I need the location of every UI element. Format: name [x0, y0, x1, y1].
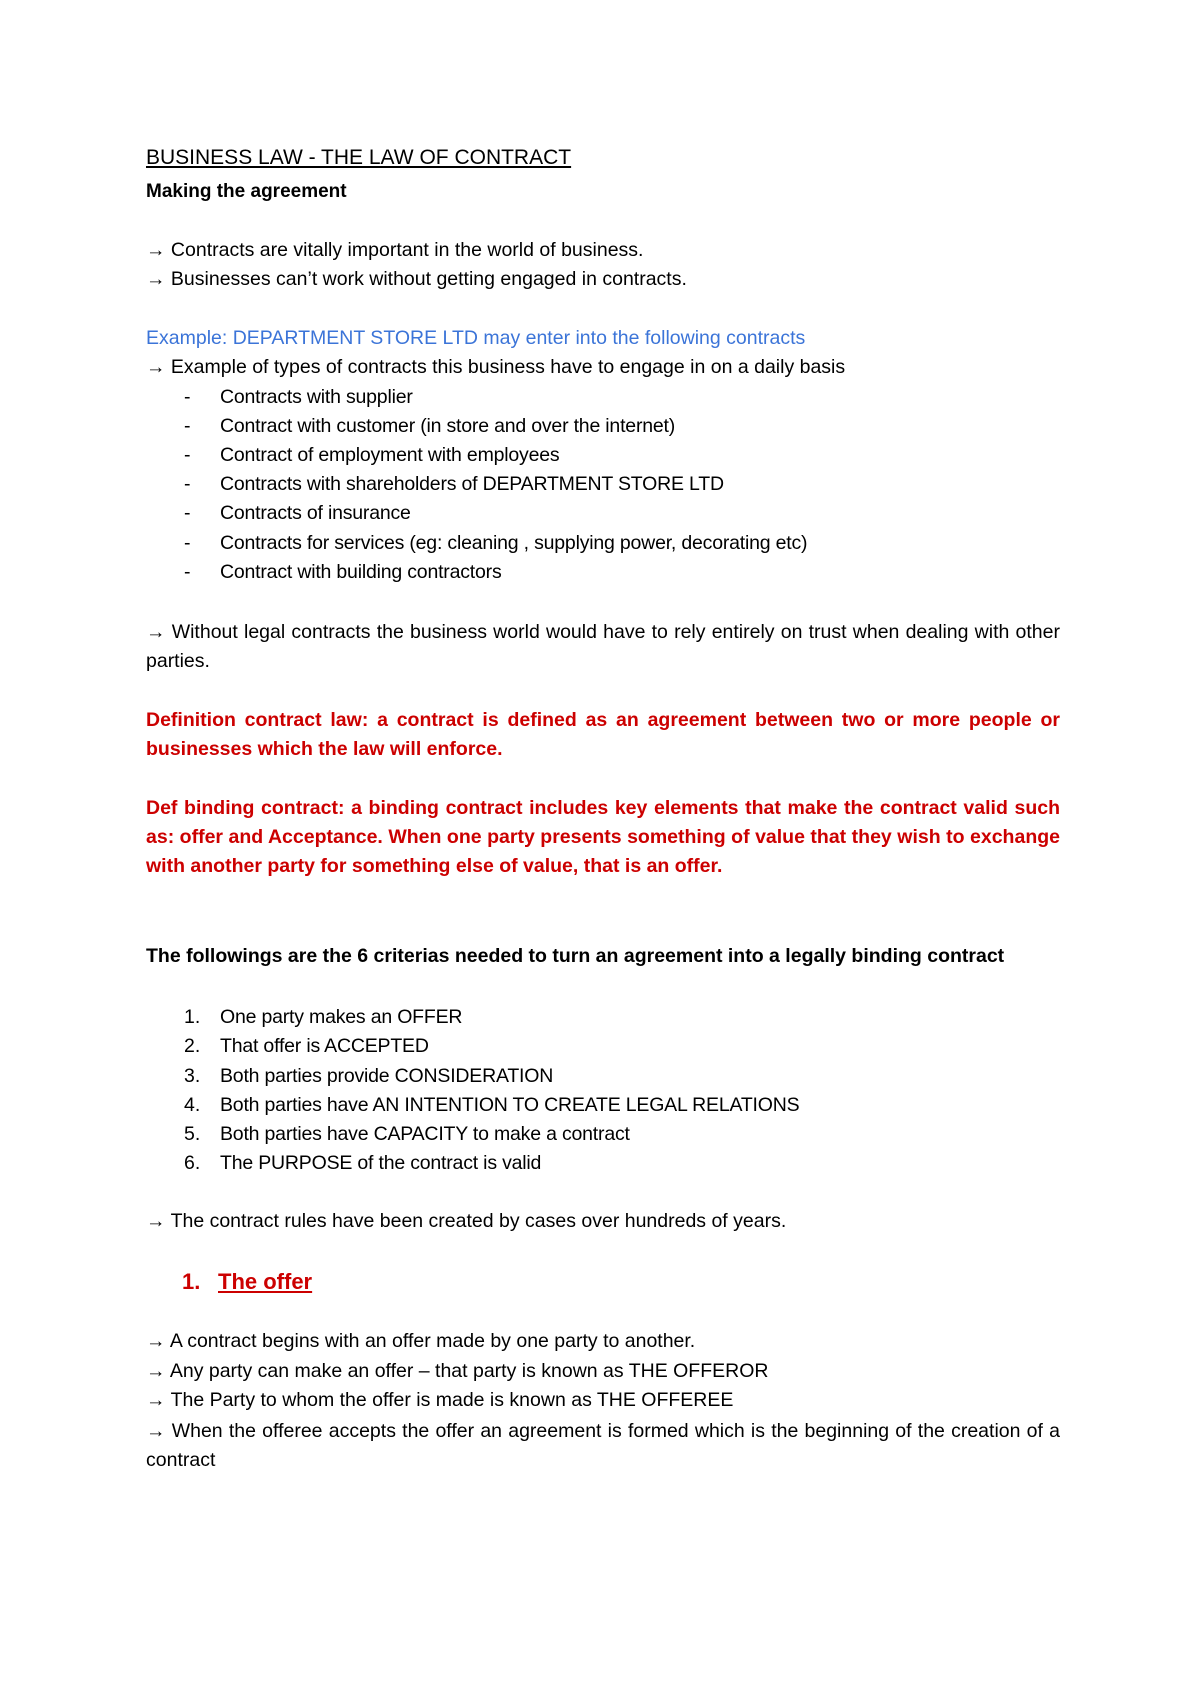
list-item-text: Contract with customer (in store and over the internet) [220, 415, 676, 437]
definition-binding-contract: Def binding contract: a binding contract includes key elements that make the contract valid such as: offer and Acceptance. When one party presents something of value that they wish to exchange with another party for something else of value, that is an offer. [146, 797, 1060, 877]
criteria-number: 2. [184, 1035, 201, 1057]
criteria-number: 4. [184, 1094, 201, 1116]
example-heading: Example: DEPARTMENT STORE LTD may enter into the following contracts [146, 327, 806, 349]
bullet-mark: - [184, 386, 191, 408]
bullet-mark: - [184, 415, 191, 437]
list-item [184, 443, 559, 467]
list-item-text: Contracts of insurance [220, 502, 411, 524]
example-intro: → Example of types of contracts this business have to engage in on a daily basis [146, 356, 846, 378]
criteria-heading: The followings are the 6 criterias needed to turn an agreement into a legally binding contract [146, 945, 1005, 967]
criteria-item [184, 1122, 630, 1146]
criteria-text: The PURPOSE of the contract is valid [220, 1152, 542, 1174]
bullet-mark: - [184, 473, 191, 495]
bullet-mark: - [184, 561, 191, 583]
trust-paragraph: → Without legal contracts the business world would have to rely entirely on trust when dealing with other parties. [146, 621, 1060, 672]
list-item-text: Contract of employment with employees [220, 444, 560, 466]
rules-note: → The contract rules have been created by cases over hundreds of years. [146, 1210, 787, 1232]
list-item [184, 472, 724, 496]
criteria-item [184, 1064, 553, 1088]
bullet-mark: - [184, 532, 191, 554]
list-item [184, 560, 502, 584]
document-subtitle: Making the agreement [146, 181, 347, 202]
offer-agreement: → When the offeree accepts the offer an agreement is formed which is the beginning of the creation of a contract [146, 1420, 1060, 1471]
list-item [184, 414, 675, 438]
offer-point: → A contract begins with an offer made by one party to another. [146, 1330, 696, 1352]
criteria-number: 5. [184, 1123, 201, 1145]
offer-point: → The Party to whom the offer is made is known as THE OFFEREE [146, 1389, 734, 1411]
criteria-number: 3. [184, 1065, 201, 1087]
list-item [184, 385, 413, 409]
intro-line: → Contracts are vitally important in the world of business. [146, 239, 644, 261]
list-item [184, 531, 807, 555]
section-heading-offer [182, 1269, 312, 1295]
bullet-mark: - [184, 444, 191, 466]
document-title: BUSINESS LAW - THE LAW OF CONTRACT [146, 146, 572, 169]
offer-point: → Any party can make an offer – that party is known as THE OFFEROR [146, 1360, 769, 1382]
criteria-item [184, 1034, 429, 1058]
criteria-number: 1. [184, 1006, 201, 1028]
criteria-text: That offer is ACCEPTED [220, 1035, 429, 1057]
intro-line: → Businesses can’t work without getting engaged in contracts. [146, 268, 687, 290]
list-item-text: Contract with building contractors [220, 561, 502, 583]
criteria-text: Both parties have AN INTENTION TO CREATE LEGAL RELATIONS [220, 1094, 800, 1116]
list-item-text: Contracts for services (eg: cleaning , supplying power, decorating etc) [220, 532, 808, 554]
list-item-text: Contracts with shareholders of DEPARTMENT STORE LTD [220, 473, 724, 495]
bullet-mark: - [184, 502, 191, 524]
list-item [184, 501, 411, 525]
criteria-number: 6. [184, 1152, 201, 1174]
criteria-text: Both parties have CAPACITY to make a contract [220, 1123, 630, 1145]
list-item-text: Contracts with supplier [220, 386, 413, 408]
definition-contract-law: Definition contract law: a contract is defined as an agreement between two or more people or businesses which the law will enforce. [146, 709, 1060, 760]
section-title: The offer [218, 1269, 313, 1294]
criteria-item [184, 1005, 462, 1029]
criteria-item [184, 1151, 541, 1175]
criteria-text: Both parties provide CONSIDERATION [220, 1065, 554, 1087]
section-number: 1. [182, 1269, 201, 1294]
criteria-item [184, 1093, 799, 1117]
criteria-text: One party makes an OFFER [220, 1006, 463, 1028]
